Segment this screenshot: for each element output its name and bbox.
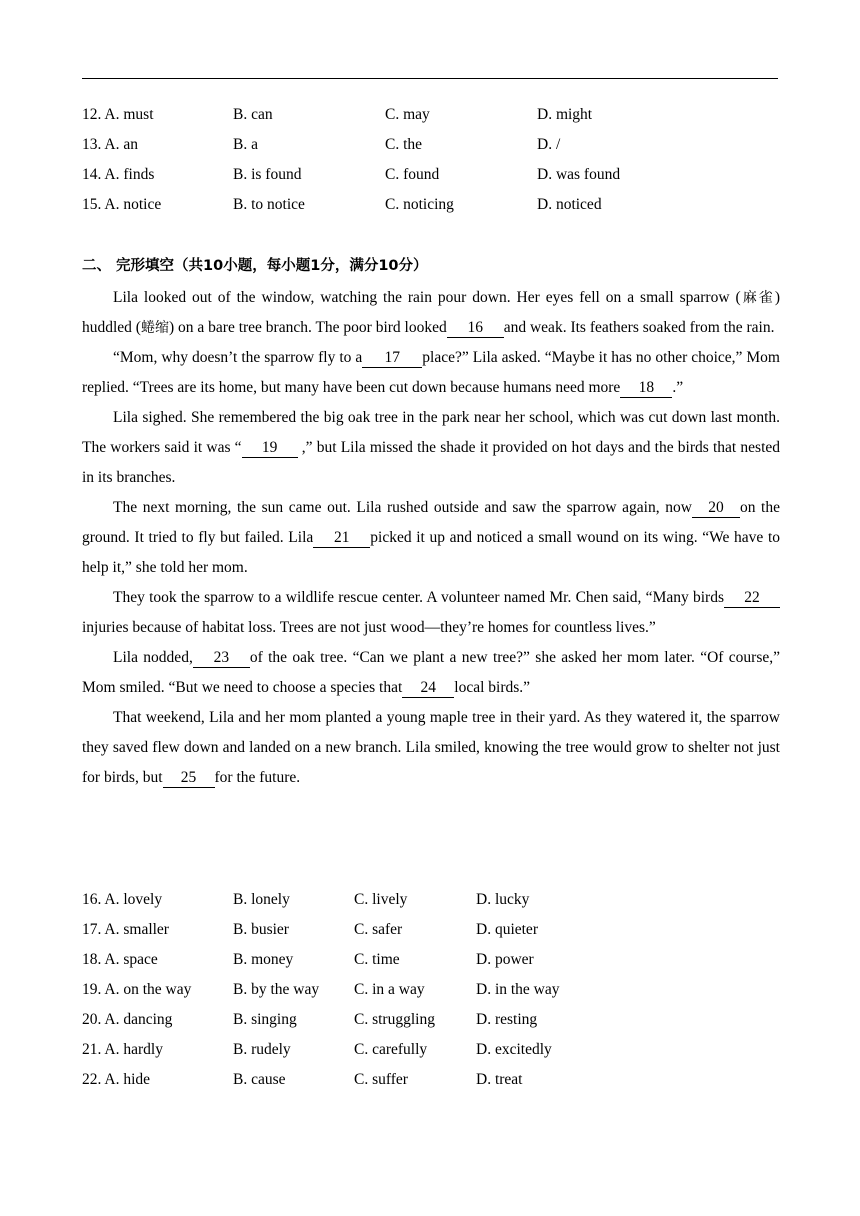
blank-23[interactable]: 23 — [193, 649, 250, 668]
blank-18[interactable]: 18 — [620, 379, 672, 398]
paragraph-4: The next morning, the sun came out. Lila rushed outside and saw the sparrow again, now 20 on the ground. It tried to fly but failed. Lila 21 picked it up and noticed a small wound on its wing. “We have to help it,” she told her mom. — [82, 499, 780, 576]
option-d: D. was found — [537, 166, 621, 183]
option-d: D. power — [476, 951, 534, 968]
option-a: A. hide — [104, 1071, 151, 1088]
option-d: D. noticed — [537, 196, 602, 213]
option-c: C. struggling — [354, 1011, 435, 1028]
question-number: 18. — [82, 951, 102, 968]
option-b: B. is found — [233, 166, 302, 183]
option-c: C. time — [354, 951, 400, 968]
chinese-gloss: 麻雀 — [740, 290, 775, 306]
option-b: B. money — [233, 951, 294, 968]
option-row-13 — [82, 130, 782, 160]
option-d: D. quieter — [476, 921, 538, 938]
option-c: C. carefully — [354, 1041, 428, 1058]
question-number: 13. — [82, 136, 102, 153]
option-d: D. / — [537, 136, 561, 153]
option-row-15 — [82, 190, 782, 220]
option-a: A. smaller — [104, 921, 169, 938]
blank-17[interactable]: 17 — [362, 349, 422, 368]
paragraph-3: Lila sighed. She remembered the big oak tree in the park near her school, which was cut down last month. The workers said it was “ 19 ,” but Lila missed the shade it provided on hot days and the birds that nested in its branches. — [82, 409, 781, 486]
options-list-part1 — [82, 100, 782, 220]
option-b: B. rudely — [233, 1041, 291, 1058]
blank-21[interactable]: 21 — [313, 529, 370, 548]
option-a: A. an — [104, 136, 138, 153]
option-row-18 — [82, 945, 782, 975]
paragraph-6: Lila nodded, 23 of the oak tree. “Can we plant a new tree?” she asked her mom later. “Of course,” Mom smiled. “But we need to choose a species that 24 local birds.” — [82, 649, 780, 696]
option-d: D. treat — [476, 1071, 523, 1088]
option-b: B. can — [233, 106, 273, 123]
option-b: B. busier — [233, 921, 289, 938]
option-row-20 — [82, 1005, 782, 1035]
option-d: D. in the way — [476, 981, 560, 998]
option-c: C. suffer — [354, 1071, 408, 1088]
options-list-part2 — [82, 885, 782, 1095]
option-b: B. lonely — [233, 891, 290, 908]
header-rule — [82, 78, 778, 79]
blank-24[interactable]: 24 — [402, 679, 454, 698]
option-d: D. lucky — [476, 891, 530, 908]
option-a: A. hardly — [104, 1041, 163, 1058]
option-b: B. singing — [233, 1011, 297, 1028]
cloze-passage — [82, 283, 780, 793]
option-row-22 — [82, 1065, 782, 1095]
paragraph-1: Lila looked out of the window, watching the rain pour down. Her eyes fell on a small sparrow (麻雀) huddled (蜷缩) on a bare tree branch. The poor bird looked 16 and weak. Its feathers soaked from the rain. — [82, 289, 780, 336]
option-c: C. may — [385, 106, 430, 123]
option-c: C. in a way — [354, 981, 425, 998]
blank-16[interactable]: 16 — [447, 319, 504, 338]
question-number: 16. — [82, 891, 102, 908]
blank-22[interactable]: 22 — [724, 589, 780, 608]
paragraph-2: “Mom, why doesn’t the sparrow fly to a 17 place?” Lila asked. “Maybe it has no other choice,” Mom replied. “Trees are its home, but many have been cut down because humans need more 18 .” — [82, 349, 780, 396]
question-number: 22. — [82, 1071, 102, 1088]
option-c: C. lively — [354, 891, 408, 908]
option-a: A. finds — [104, 166, 155, 183]
option-c: C. safer — [354, 921, 403, 938]
option-row-21 — [82, 1035, 782, 1065]
chinese-gloss: 蜷缩 — [140, 320, 169, 336]
option-b: B. by the way — [233, 981, 320, 998]
paragraph-5: They took the sparrow to a wildlife rescue center. A volunteer named Mr. Chen said, “Many birds 22injuries because of habitat loss. Trees are not just wood—they’re homes for countless lives.” — [82, 583, 780, 643]
question-number: 17. — [82, 921, 102, 938]
option-row-16 — [82, 885, 782, 915]
option-a: A. lovely — [104, 891, 163, 908]
option-c: C. found — [385, 166, 440, 183]
option-b: B. to notice — [233, 196, 305, 213]
option-a: A. on the way — [104, 981, 192, 998]
option-a: A. must — [104, 106, 154, 123]
question-number: 15. — [82, 196, 102, 213]
option-c: C. noticing — [385, 196, 454, 213]
option-row-17 — [82, 915, 782, 945]
section-title: 二、 完形填空（共10小题，每小题1分，满分10分） — [82, 258, 428, 274]
option-d: D. might — [537, 106, 593, 123]
option-row-19 — [82, 975, 782, 1005]
option-d: D. excitedly — [476, 1041, 552, 1058]
question-number: 20. — [82, 1011, 102, 1028]
option-row-14 — [82, 160, 782, 190]
question-number: 19. — [82, 981, 102, 998]
question-number: 14. — [82, 166, 102, 183]
question-number: 21. — [82, 1041, 102, 1058]
option-row-12 — [82, 100, 782, 130]
paragraph-7: That weekend, Lila and her mom planted a young maple tree in their yard. As they watered it, the sparrow they saved flew down and landed on a new branch. Lila smiled, knowing the tree would grow to shelter not just for birds, but 25 for the future. — [82, 709, 780, 786]
option-d: D. resting — [476, 1011, 538, 1028]
question-number: 12. — [82, 106, 102, 123]
option-b: B. cause — [233, 1071, 286, 1088]
option-a: A. space — [104, 951, 158, 968]
blank-25[interactable]: 25 — [163, 769, 215, 788]
option-b: B. a — [233, 136, 258, 153]
blank-20[interactable]: 20 — [692, 499, 740, 518]
option-a: A. dancing — [104, 1011, 173, 1028]
option-c: C. the — [385, 136, 423, 153]
option-a: A. notice — [104, 196, 162, 213]
blank-19[interactable]: 19 — [242, 439, 298, 458]
